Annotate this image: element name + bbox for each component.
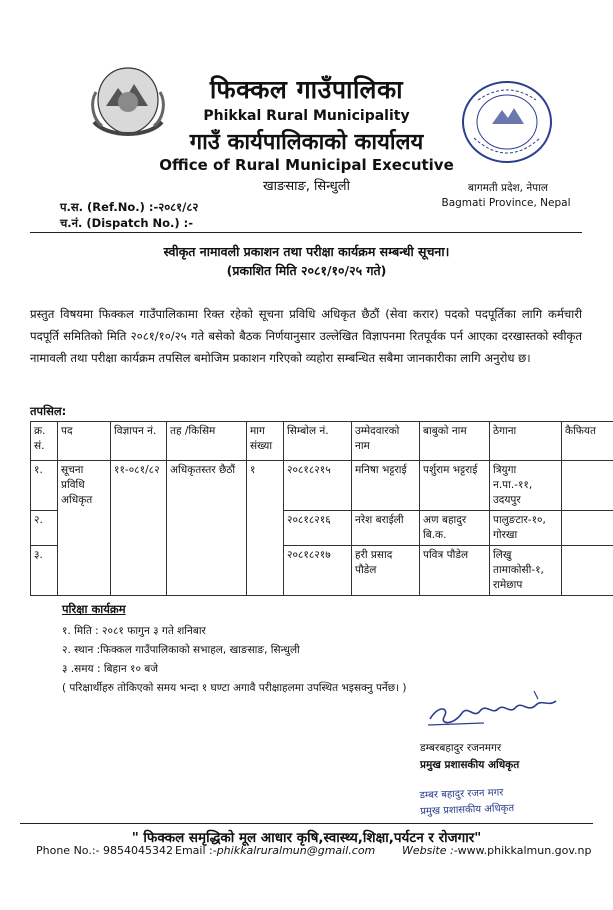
office-seal-icon	[458, 78, 556, 166]
cell-name: हरी प्रसाद पौडेल	[352, 546, 420, 596]
exam-place: २. स्थान :फिक्कल गाउँपालिकाको सभाहल, खाङसाङ, सिन्धुली	[62, 644, 300, 656]
reference-number: प.स. (Ref.No.) :-२०८१/८२	[60, 200, 199, 214]
footer-website	[402, 844, 591, 857]
footer-email	[175, 844, 375, 857]
candidate-table	[30, 421, 613, 596]
cell-sn: १.	[31, 461, 58, 511]
col-header: विज्ञापन नं.	[111, 422, 167, 461]
stamp-name: डम्बर बहादुर रजन मगर	[419, 787, 504, 802]
cell-father: पर्शुराम भट्टराई	[420, 461, 490, 511]
cell-address: पालुङटार-१०, गोरखा	[490, 511, 562, 546]
signature-icon	[424, 685, 564, 731]
office-name-np: गाउँ कार्यपालिकाको कार्यालय	[189, 130, 424, 155]
cell-name: मनिषा भट्टराई	[352, 461, 420, 511]
cell-remarks	[562, 511, 613, 546]
col-header: तह /किसिम	[167, 422, 247, 461]
office-address: खाङसाङ, सिन्धुली	[263, 179, 350, 194]
cell-father: पवित्र पौडेल	[420, 546, 490, 596]
footer-motto: " फिक्कल समृद्धिको मूल आधार कृषि,स्वास्थ्य,शिक्षा,पर्यटन र रोजगार"	[131, 830, 482, 846]
province-en: Bagmati Province, Nepal	[441, 197, 571, 209]
phone-label: Phone No.:-	[36, 844, 100, 857]
phone-number: 9854045342	[103, 844, 174, 857]
municipality-name-np: फिक्कल गाउँपालिका	[209, 75, 404, 104]
notice-date: (प्रकाशित मिति २०८१/१०/२५ गते)	[226, 263, 387, 278]
exam-schedule-title: परिक्षा कार्यक्रम	[62, 602, 126, 616]
col-header: सिम्बोल नं.	[284, 422, 352, 461]
website-label: Website :-	[402, 844, 458, 857]
header-divider	[30, 232, 582, 233]
cell-symbol: २०८१८२१५	[284, 461, 352, 511]
cell-symbol: २०८१८२१६	[284, 511, 352, 546]
dispatch-number: च.नं. (Dispatch No.) :-	[60, 216, 194, 230]
col-header: उम्मेदवारको नाम	[352, 422, 420, 461]
exam-date: १. मिति : २०८१ फागुन ३ गते शनिबार	[62, 625, 206, 637]
cell-adv-no: ११-०८१/८२	[111, 461, 167, 596]
col-header: पद	[58, 422, 111, 461]
col-header: बाबुको नाम	[420, 422, 490, 461]
col-header: ठेगाना	[490, 422, 562, 461]
notice-title: स्वीकृत नामावली प्रकाशन तथा परीक्षा कार्यक्रम सम्बन्धी सूचना।	[163, 244, 450, 259]
exam-time: ३ .समय : बिहान १० बजे	[62, 663, 159, 675]
cell-symbol: २०८१८२१७	[284, 546, 352, 596]
notice-body: प्रस्तुत विषयमा फिक्कल गाउँपालिकामा रिक्त रहेको सूचना प्रविधि अधिकृत छैठौं (सेवा करार) पदको पदपूर्तिका लागि कर्मचारी पदपूर्ति समितिको मिति २०८१/१०/२५ गते बसेको बैठक निर्णयानुसार उल्लेखित विज्ञापनमा रितपूर्वक पर्न आएका दरखास्तको स्वीकृत नामावली तथा परीक्षा कार्यक्रम तपसिल बमोजिम प्रकाशन गरिएको व्यहोरा सम्बन्धित सबैमा जानकारीका लागि अनुरोध छ।	[30, 307, 582, 365]
email-address[interactable]: phikkalruralmun@gmail.com	[216, 844, 376, 857]
signatory-title: प्रमुख प्रशासकीय अधिकृत	[420, 759, 520, 771]
table-header-row	[31, 422, 613, 461]
email-label: Email :-	[175, 844, 217, 857]
cell-demand: १	[247, 461, 284, 596]
signatory-stamp	[419, 784, 550, 825]
website-url[interactable]: www.phikkalmun.gov.np	[457, 844, 592, 857]
cell-post: सूचना प्रविधि अधिकृत	[58, 461, 111, 596]
cell-name: नरेश बराईली	[352, 511, 420, 546]
exam-note: ( परिक्षार्थीहरु तोकिएको समय भन्दा १ घण्टा अगावै परीक्षाहलमा उपस्थित भइसक्नु पर्नेछ। )	[62, 682, 407, 694]
cell-address: त्रियुगा न.पा.-११, उदयपुर	[490, 461, 562, 511]
cell-father: अण बहादुर बि.क.	[420, 511, 490, 546]
footer-divider	[20, 823, 593, 824]
signatory-name: डम्बरबहादुर रजनमगर	[420, 742, 502, 754]
details-label: तपसिल:	[30, 404, 67, 418]
cell-sn: २.	[31, 511, 58, 546]
cell-address: लिखु तामाकोसी-१, रामेछाप	[490, 546, 562, 596]
table-row	[31, 461, 613, 511]
municipality-name-en: Phikkal Rural Municipality	[203, 108, 410, 124]
col-header: क्र. सं.	[31, 422, 58, 461]
col-header: माग संख्या	[247, 422, 284, 461]
col-header: कैफियत	[562, 422, 613, 461]
cell-level: अधिकृतस्तर छैठौं	[167, 461, 247, 596]
cell-remarks	[562, 546, 613, 596]
cell-remarks	[562, 461, 613, 511]
stamp-title: प्रमुख प्रशासकीय अधिकृत	[420, 802, 515, 818]
footer-phone	[36, 844, 173, 857]
province-np: बागमती प्रदेश, नेपाल	[468, 182, 548, 194]
cell-sn: ३.	[31, 546, 58, 596]
office-name-en: Office of Rural Municipal Executive	[159, 156, 454, 174]
